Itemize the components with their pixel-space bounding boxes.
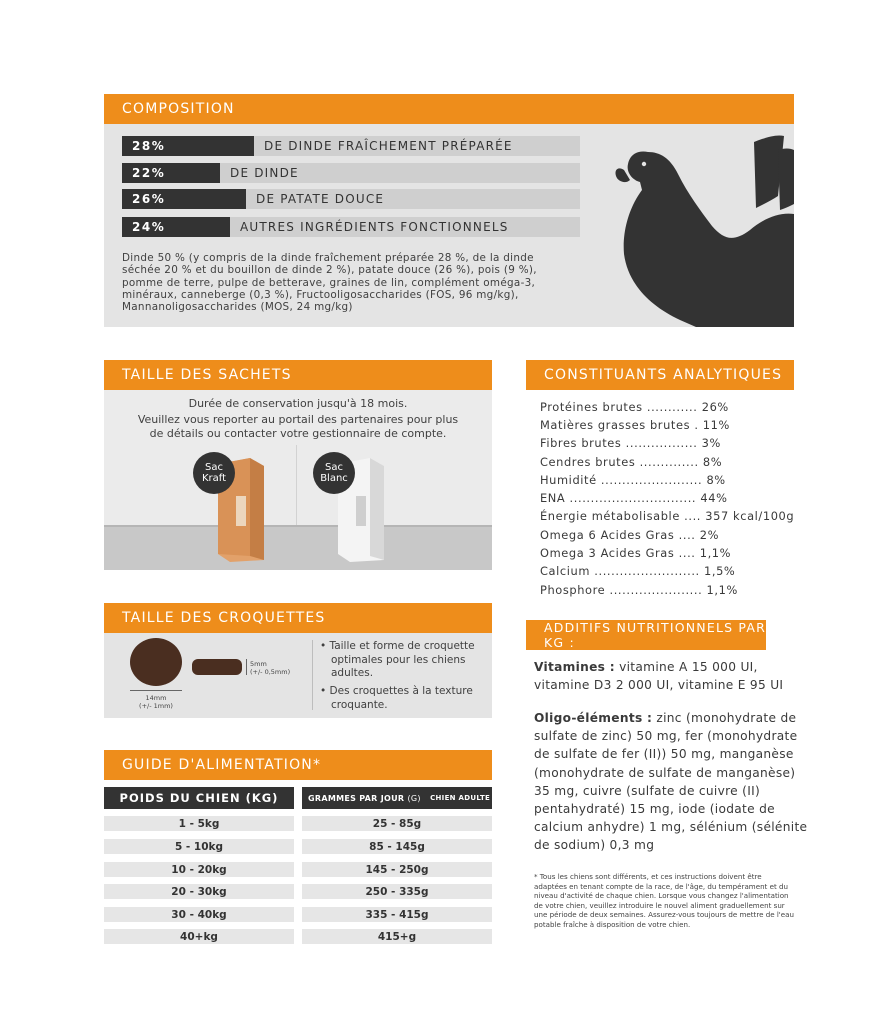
composition-label: DE DINDE xyxy=(220,163,580,183)
kibble-diameter: 14mm xyxy=(145,694,167,702)
table-cell-grams: 145 - 250g xyxy=(302,862,492,877)
kraft-bag-badge xyxy=(193,452,235,494)
guide-title: GUIDE D'ALIMENTATION* xyxy=(122,757,322,773)
footnote: * Tous les chiens sont différents, et ces instructions doivent être adaptées en tenant compte de la race, de l'âge, du tempérament et du niveau d'activité de chaque chien. Lorsque vous changez l'alimentation de votre chien, veuillez introduire le nouvel aliment graduellement sur une période de deux semaines. Assurez-vous toujours de mettre de l'eau potable fraîche à disposition de votre chien. xyxy=(534,872,794,929)
bullet-text: croquante. xyxy=(331,698,388,711)
turkey-illustration xyxy=(604,134,794,327)
composition-row xyxy=(122,136,580,156)
bullet-text: Des croquettes à la texture xyxy=(329,685,473,697)
kibble-thickness-tolerance: (+/- 0,5mm) xyxy=(250,668,291,676)
grams-header-unit: (G) xyxy=(407,793,421,803)
analytic-line: Énergie métabolisable .... 357 kcal/100g xyxy=(540,509,795,523)
analytic-line: Omega 6 Acides Gras .... 2% xyxy=(540,528,720,542)
kibble-diameter-line xyxy=(130,690,182,691)
additifs-header xyxy=(526,620,766,650)
table-cell-weight: 40+kg xyxy=(104,929,294,944)
sachets-wall-divider xyxy=(296,445,297,525)
composition-pct: 28% xyxy=(122,136,254,156)
grams-header-label: GRAMMES PAR JOUR xyxy=(308,793,405,803)
kibble-side-icon xyxy=(192,659,242,675)
table-cell-weight: 20 - 30kg xyxy=(104,884,294,899)
analytic-line: Humidité ........................ 8% xyxy=(540,473,726,487)
croquettes-bullet-1 xyxy=(320,640,475,681)
analytic-line: Matières grasses brutes . 11% xyxy=(540,418,730,432)
composition-label: DE PATATE DOUCE xyxy=(246,189,580,209)
composition-description: Dinde 50 % (y compris de la dinde fraîchement préparée 28 %, de la dinde séchée 20 % et du bouillon de dinde 2 %), patate douce (26 %), pois (9 %), pomme de terre, pulpe de betterave, graines de lin, complément oméga-3, minéraux, canneberge (0,3 %), Fructooligosaccharides (FOS, 96 mg/kg), Mannanoligosaccharides (MOS, 24 mg/kg) xyxy=(122,252,537,314)
bullet-dot: • xyxy=(320,640,330,652)
kraft-bag-label-1: Sac xyxy=(205,462,223,473)
composition-label: AUTRES INGRÉDIENTS FONCTIONNELS xyxy=(230,217,580,237)
bullet-text: Taille et forme de croquette xyxy=(329,640,475,652)
table-header-weight: POIDS DU CHIEN (KG) xyxy=(104,787,294,809)
white-bag-label-1: Sac xyxy=(325,462,343,473)
additifs-vitamines xyxy=(534,658,810,694)
croquettes-title: TAILLE DES CROQUETTES xyxy=(122,610,326,626)
composition-pct: 24% xyxy=(122,217,230,237)
oligo-label: Oligo-éléments : xyxy=(534,711,653,725)
table-cell-grams: 250 - 335g xyxy=(302,884,492,899)
analytic-line: Protéines brutes ............ 26% xyxy=(540,400,729,414)
croquettes-bullet-2 xyxy=(320,685,473,712)
kraft-bag-label-2: Kraft xyxy=(201,473,227,484)
table-header-grams xyxy=(302,787,492,809)
sachets-title: TAILLE DES SACHETS xyxy=(122,367,292,383)
analytic-line: Fibres brutes ................. 3% xyxy=(540,436,721,450)
analytic-line: Cendres brutes .............. 8% xyxy=(540,455,723,469)
analytic-line: Calcium ......................... 1,5% xyxy=(540,564,736,578)
table-cell-grams: 335 - 415g xyxy=(302,907,492,922)
table-cell-grams: 415+g xyxy=(302,929,492,944)
kibble-thickness: 5mm xyxy=(250,660,267,668)
guide-header xyxy=(104,750,492,780)
analytiques-header xyxy=(526,360,794,390)
kibble-diameter-label xyxy=(126,694,186,710)
croquettes-divider xyxy=(312,640,313,710)
kibble-diameter-tolerance: (+/- 1mm) xyxy=(139,702,173,710)
additifs-oligo xyxy=(534,709,810,855)
composition-pct: 26% xyxy=(122,189,246,209)
table-cell-weight: 10 - 20kg xyxy=(104,862,294,877)
additifs-title: ADDITIFS NUTRITIONNELS PAR KG : xyxy=(544,620,767,650)
sachets-floor-line xyxy=(104,525,492,527)
white-bag-badge xyxy=(313,452,355,494)
sachets-line-1: Durée de conservation jusqu'à 18 mois. xyxy=(188,397,408,410)
table-cell-weight: 1 - 5kg xyxy=(104,816,294,831)
composition-pct: 22% xyxy=(122,163,220,183)
sachets-floor xyxy=(104,526,492,570)
analytic-line: ENA .............................. 44% xyxy=(540,491,728,505)
composition-row xyxy=(122,217,580,237)
bullet-text: optimales pour les chiens xyxy=(331,653,466,666)
oligo-text: zinc (monohydrate de sulfate de zinc) 50 mg, fer (monohydrate de sulfate de fer (II)) 50 mg, manganèse (monohydrate de sulfate de manganèse) 35 mg, cuivre (sulfate de cuivre (II) pentahydraté) 15 mg, iode (iodate de calcium anhydre) 1 mg, sélénium (sélénite de sodium) 0,3 mg xyxy=(534,711,808,853)
sachets-header xyxy=(104,360,492,390)
sachets-line-3: de détails ou contacter votre gestionnaire de compte. xyxy=(149,427,447,440)
kibble-thickness-line xyxy=(246,659,247,675)
bullet-text: adultes. xyxy=(331,667,374,679)
kibble-round-icon xyxy=(130,638,182,686)
composition-row xyxy=(122,189,580,209)
kibble-thickness-label xyxy=(250,660,290,676)
croquettes-header xyxy=(104,603,492,633)
analytic-line: Omega 3 Acides Gras .... 1,1% xyxy=(540,546,732,560)
composition-title: COMPOSITION xyxy=(122,101,235,117)
composition-header xyxy=(104,94,794,124)
table-cell-grams: 25 - 85g xyxy=(302,816,492,831)
grams-header-sub: CHIEN ADULTE xyxy=(430,794,491,802)
vitamines-text: vitamine A 15 000 UI, vitamine D3 2 000 UI, vitamine E 95 UI xyxy=(534,660,784,693)
analytic-line: Phosphore ...................... 1,1% xyxy=(540,583,738,597)
table-cell-weight: 5 - 10kg xyxy=(104,839,294,854)
composition-label: DE DINDE FRAÎCHEMENT PRÉPARÉE xyxy=(254,136,580,156)
vitamines-label: Vitamines : xyxy=(534,660,615,674)
bullet-dot: • xyxy=(320,685,330,697)
composition-row xyxy=(122,163,580,183)
table-cell-weight: 30 - 40kg xyxy=(104,907,294,922)
table-cell-grams: 85 - 145g xyxy=(302,839,492,854)
white-bag-label-2: Blanc xyxy=(320,473,348,484)
sachets-line-2: Veuillez vous reporter au portail des partenaires pour plus xyxy=(137,413,459,426)
analytiques-title: CONSTITUANTS ANALYTIQUES xyxy=(544,367,783,383)
